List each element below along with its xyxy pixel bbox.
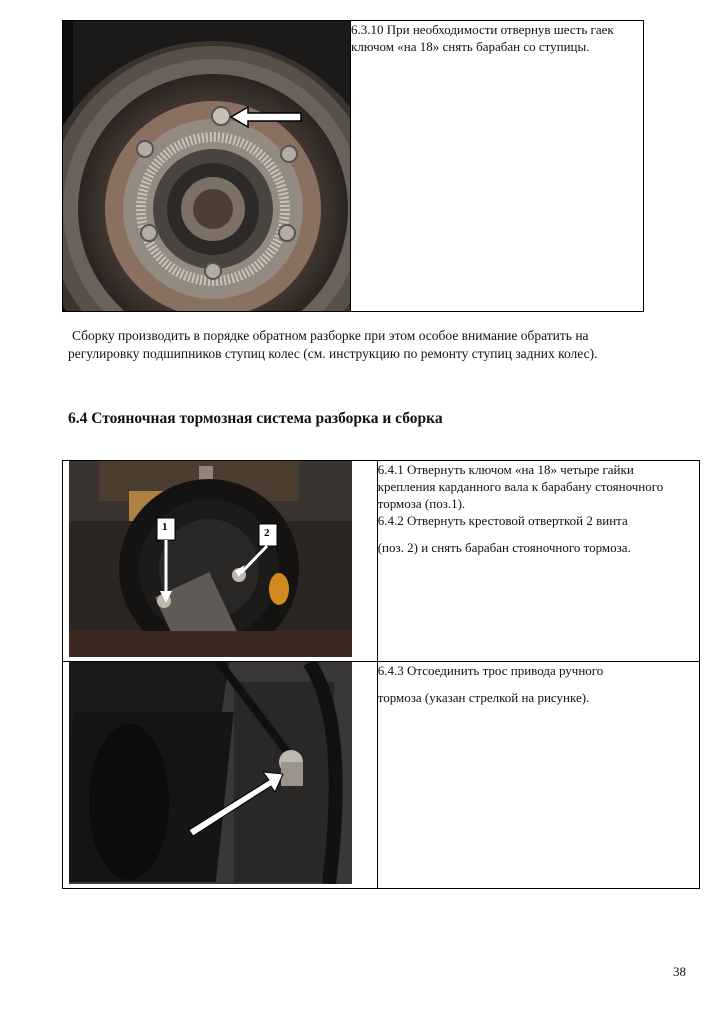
table-parking-brake bbox=[62, 460, 700, 889]
position-label-1: 1 bbox=[162, 521, 168, 533]
step-6-3-10-text: 6.3.10 При необходимости отвернув шесть гаек ключом «на 18» снять барабан со ступицы. bbox=[351, 22, 614, 54]
photo-cell bbox=[63, 21, 351, 312]
parking-brake-drum-photo bbox=[69, 461, 352, 657]
step-6-4-2-line1: 6.4.2 Отвернуть крестовой отверткой 2 винта bbox=[377, 513, 628, 528]
step-6-4-3-cell bbox=[377, 662, 699, 889]
assembly-note: Сборку производить в порядке обратном разборке при этом особое внимание обратить на регулировку подшипников ступиц колес (см. инструкцию по ремонту ступиц задних колес). bbox=[68, 328, 598, 361]
step-6-4-3-line1: 6.4.3 Отсоединить трос привода ручного bbox=[377, 663, 604, 678]
steps-6-4-1-2-cell bbox=[377, 461, 699, 662]
page-number: 38 bbox=[673, 964, 686, 979]
handbrake-cable-photo bbox=[69, 662, 352, 884]
section-heading: 6.4 Стояночная тормозная система разборка и сборка bbox=[68, 410, 443, 427]
photo-cell-1 bbox=[63, 461, 378, 662]
brake-drum-hub-photo bbox=[63, 21, 350, 311]
photo-cell-2 bbox=[63, 662, 378, 889]
step-6-3-10-cell bbox=[351, 21, 644, 312]
step-6-4-1-text: 6.4.1 Отвернуть ключом «на 18» четыре гайки крепления карданного вала к барабану стояночного тормоза (поз.1). bbox=[377, 462, 664, 511]
step-6-4-2-line2: (поз. 2) и снять барабан стояночного тормоза. bbox=[377, 540, 631, 555]
table-step-6-3-10 bbox=[62, 20, 644, 312]
step-6-4-3-line2: тормоза (указан стрелкой на рисунке). bbox=[377, 690, 590, 705]
position-label-2: 2 bbox=[264, 527, 270, 539]
